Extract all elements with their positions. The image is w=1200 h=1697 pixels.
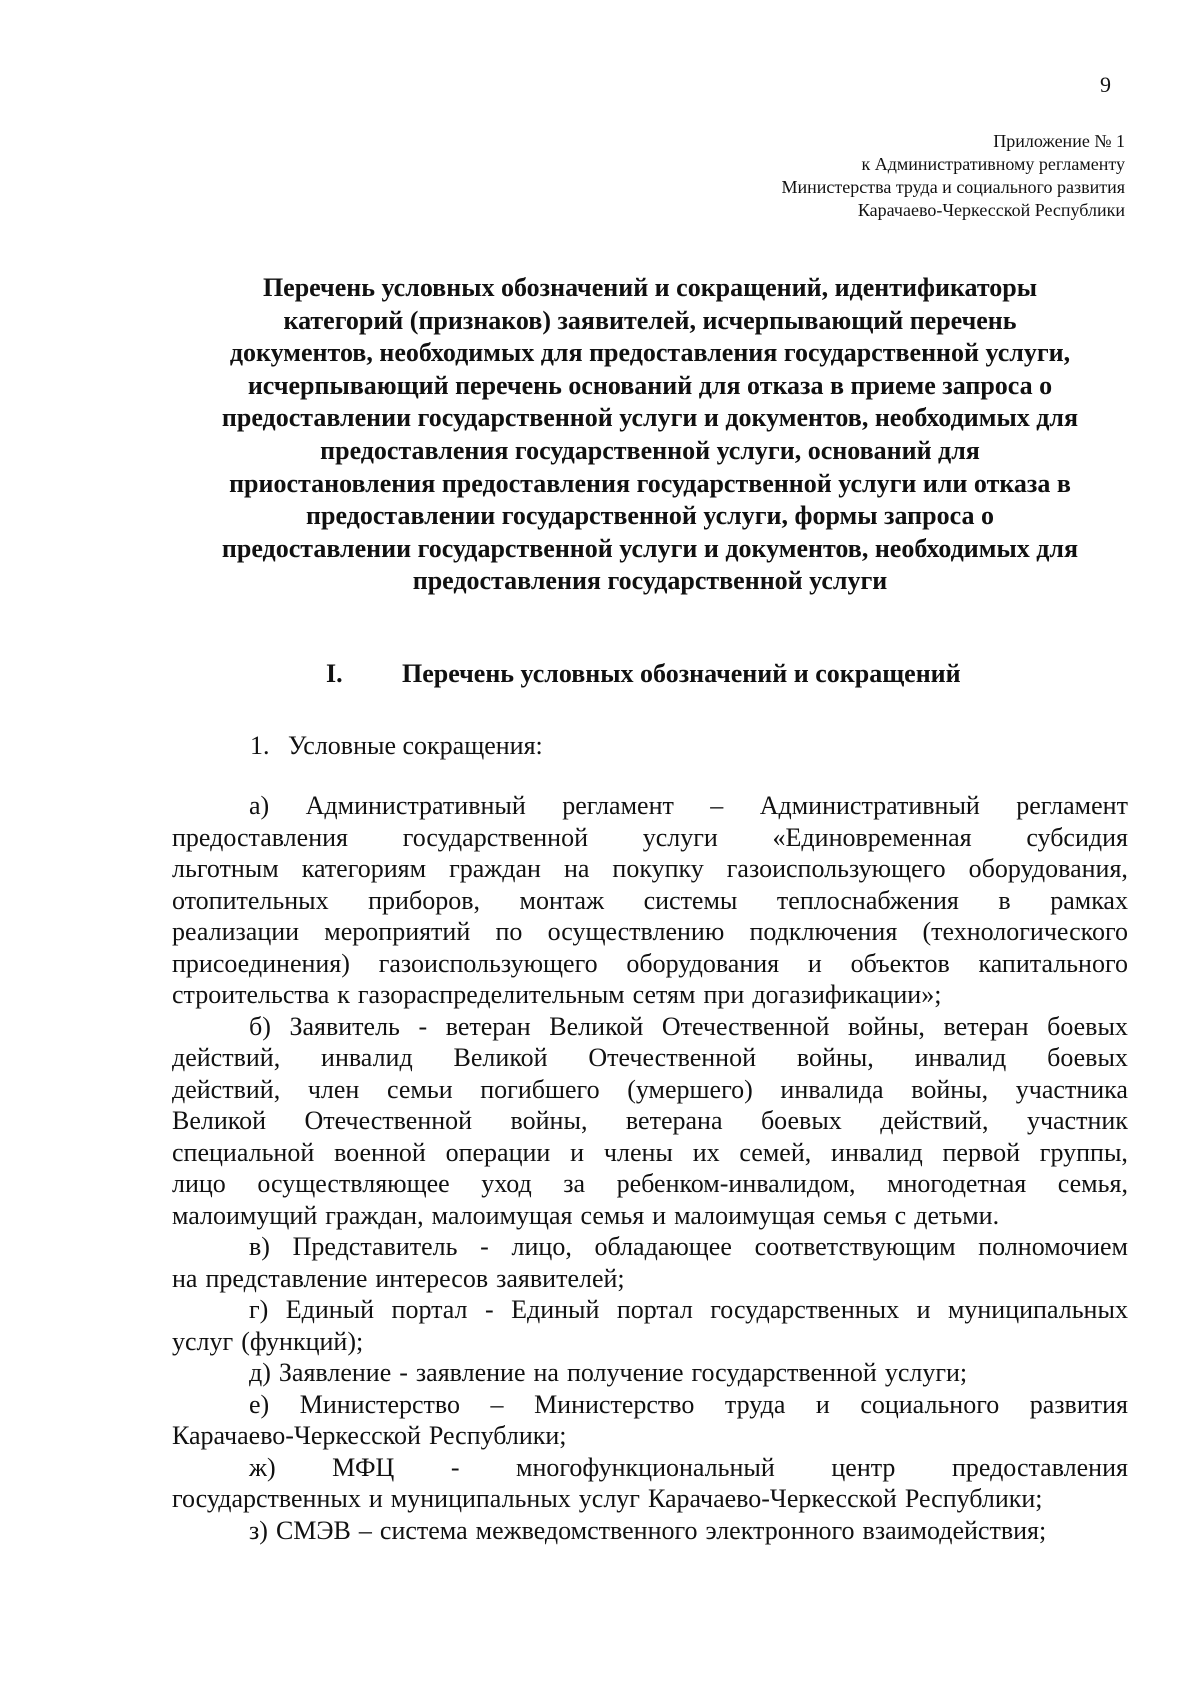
page-number: 9 <box>1100 72 1111 97</box>
body-line: г) Единый портал - Единый портал государственных и муниципальных <box>249 1295 1128 1324</box>
section-title: Перечень условных обозначений и сокращений <box>402 659 961 688</box>
body-text <box>172 790 1128 1546</box>
title-line: предоставлении государственной услуги и документов, необходимых для <box>221 403 1079 433</box>
subsection-number: 1. <box>250 731 270 760</box>
body-line: отопительных приборов, монтаж системы теплоснабжения в рамках <box>172 885 1128 915</box>
body-line: б) Заявитель - ветеран Великой Отечественной войны, ветеран боевых <box>249 1011 1128 1041</box>
body-line: льготным категориям граждан на покупку газоиспользующего оборудования, <box>172 854 1128 883</box>
body-line: предоставления государственной услуги «Единовременная субсидия <box>172 822 1128 852</box>
title-line: предоставлении государственной услуги, формы запроса о <box>306 501 994 531</box>
body-line: д) Заявление - заявление на получение государственной услуги; <box>249 1358 968 1387</box>
body-line: Великой Отечественной войны, ветерана боевых действий, участник <box>172 1106 1128 1135</box>
body-line: специальной военной операции и члены их семей, инвалид первой группы, <box>172 1137 1128 1167</box>
document-title <box>170 272 1130 598</box>
body-line: присоединения) газоиспользующего оборудования и объектов капитального <box>172 948 1128 978</box>
body-line: на представление интересов заявителей; <box>172 1263 625 1293</box>
section-number: I. <box>326 659 343 688</box>
body-line: Карачаево-Черкесской Республики; <box>172 1421 567 1450</box>
body-line: з) СМЭВ – система межведомственного электронного взаимодействия; <box>249 1515 1047 1545</box>
body-line: действий, инвалид Великой Отечественной войны, инвалид боевых <box>172 1043 1128 1072</box>
appendix-line: Министерства труда и социального развития <box>781 177 1125 197</box>
body-line: ж) МФЦ - многофункциональный центр предоставления <box>249 1452 1128 1482</box>
subsection-title: Условные сокращения: <box>288 731 543 760</box>
body-line: действий, член семьи погибшего (умершего) инвалида войны, участника <box>172 1074 1128 1104</box>
body-line: реализации мероприятий по осуществлению подключения (технологического <box>172 917 1128 946</box>
appendix-line: Карачаево-Черкесской Республики <box>857 200 1125 220</box>
appendix-header <box>781 130 1125 222</box>
body-line: государственных и муниципальных услуг Карачаево-Черкесской Республики; <box>172 1484 1043 1513</box>
title-line: предоставлении государственной услуги и документов, необходимых для <box>221 533 1079 563</box>
body-line: лицо осуществляющее уход за ребенком-инвалидом, многодетная семья, <box>172 1169 1128 1198</box>
title-line: исчерпывающий перечень оснований для отказа в приеме запроса о <box>247 370 1053 400</box>
appendix-line: Приложение № 1 <box>993 131 1125 151</box>
body-line: в) Представитель - лицо, обладающее соответствующим полномочием <box>249 1232 1128 1261</box>
title-line: категорий (признаков) заявителей, исчерпывающий перечень <box>283 305 1017 335</box>
body-line: малоимущий граждан, малоимущая семья и малоимущая семья с детьми. <box>172 1200 1000 1230</box>
title-line: предоставления государственной услуги <box>412 566 888 596</box>
body-line: строительства к газораспределительным сетям при догазификации»; <box>172 980 942 1009</box>
body-line: услуг (функций); <box>172 1326 364 1356</box>
body-line: е) Министерство – Министерство труда и социального развития <box>249 1389 1128 1419</box>
appendix-line: к Административному регламенту <box>861 154 1125 174</box>
body-line: а) Административный регламент – Административный регламент <box>249 791 1128 820</box>
title-line: документов, необходимых для предоставления государственной услуги, <box>229 338 1071 368</box>
subsection-heading <box>250 730 543 762</box>
title-line: приостановления предоставления государственной услуги или отказа в <box>229 468 1071 498</box>
title-line: Перечень условных обозначений и сокращений, идентификаторы <box>262 273 1038 302</box>
title-line: предоставления государственной услуги, оснований для <box>320 435 980 465</box>
